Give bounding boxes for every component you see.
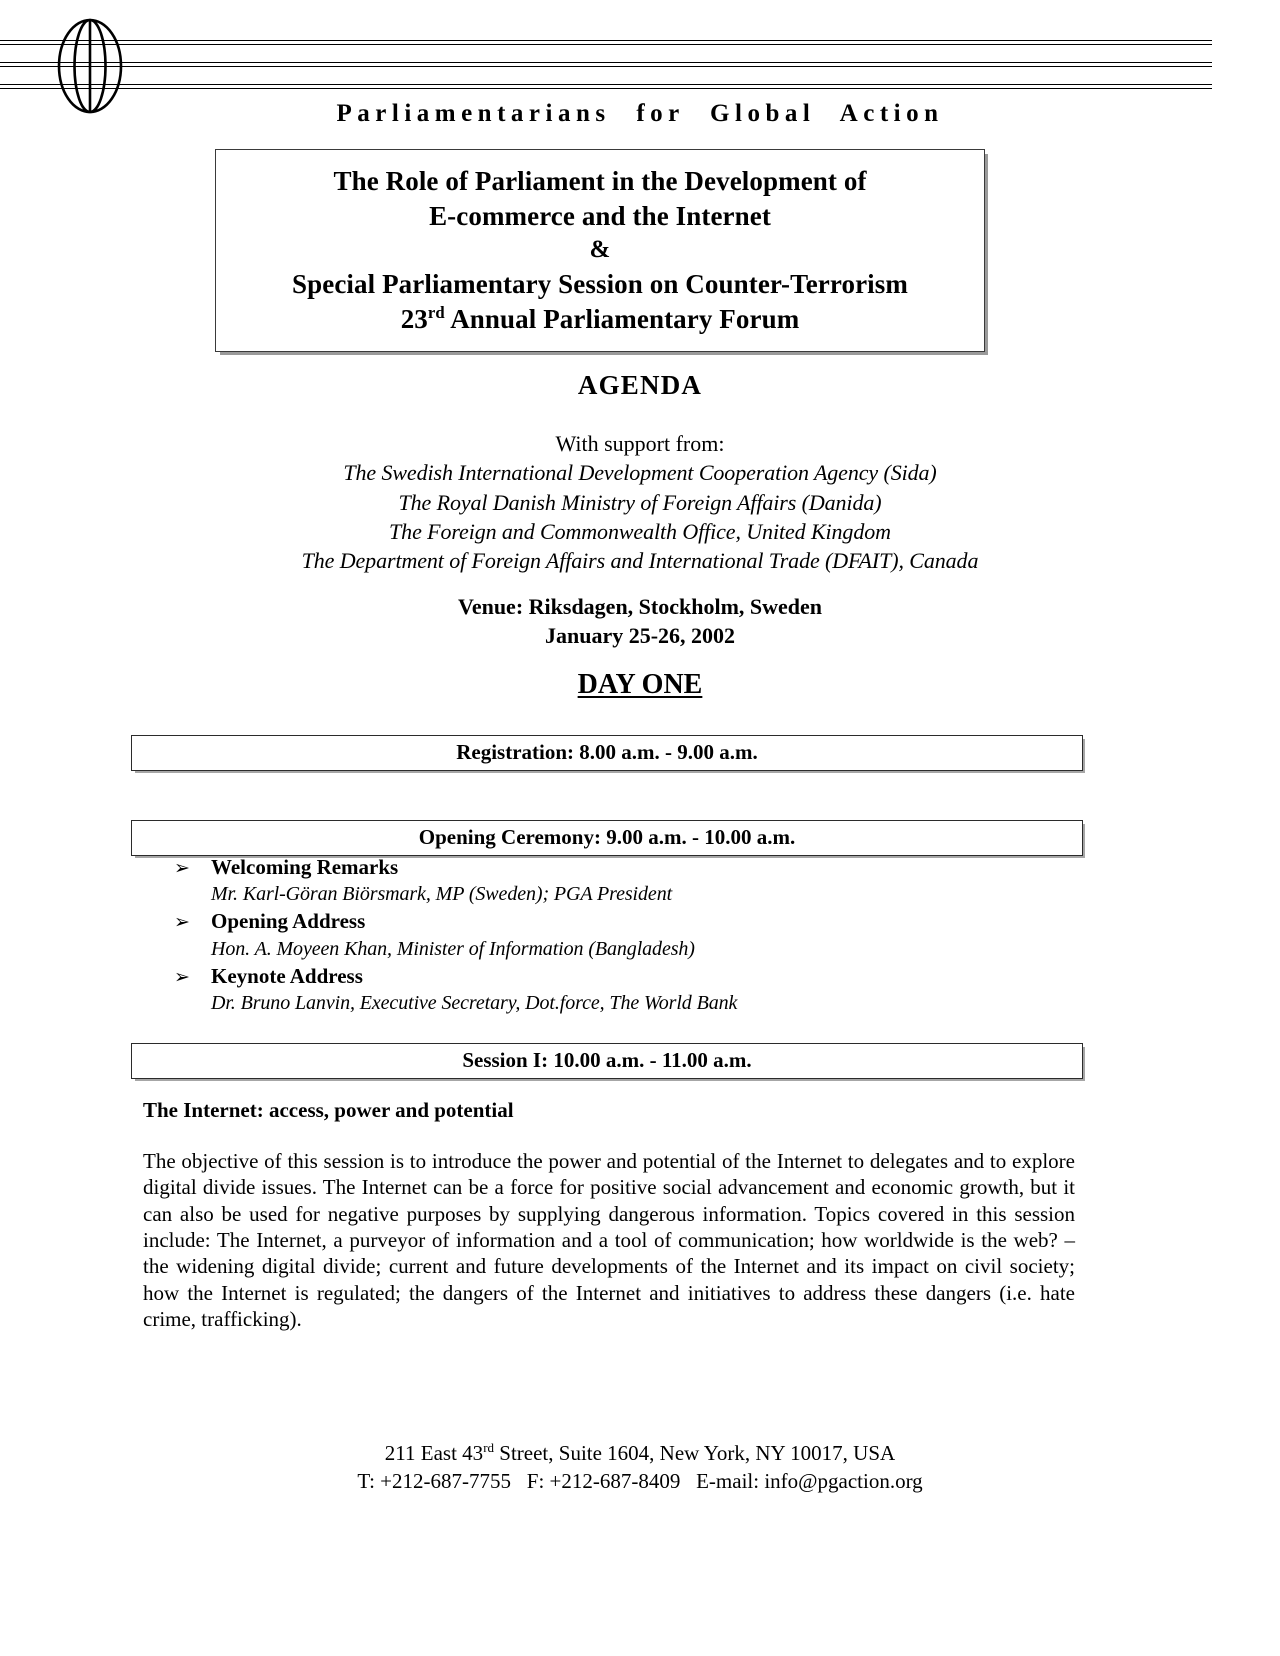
session-one-title: The Internet: access, power and potential xyxy=(143,1098,514,1122)
forum-ordinal-suffix: rd xyxy=(427,302,445,322)
footer-gap xyxy=(511,1469,527,1493)
support-block xyxy=(0,429,1280,575)
title-line-1: The Role of Parliament in the Development of xyxy=(333,166,867,196)
day-heading xyxy=(0,669,1280,701)
venue-block xyxy=(0,592,1280,651)
program-item-heading xyxy=(174,854,1074,881)
title-line-5 xyxy=(226,302,974,337)
title-line-4: Special Parliamentary Session on Counter-Terrorism xyxy=(292,268,908,299)
agenda-heading: AGENDA xyxy=(577,370,703,400)
list-item xyxy=(174,963,1074,1016)
title-line-2: E-commerce and the Internet xyxy=(429,201,771,232)
program-item-speaker: Mr. Karl-Göran Biörsmark, MP (Sweden); PGA President xyxy=(211,883,673,906)
header-rule-top xyxy=(0,40,1212,45)
venue-location: Venue: Riksdagen, Stockholm, Sweden xyxy=(457,594,823,619)
program-item-heading xyxy=(174,908,1074,935)
footer-gap xyxy=(680,1469,696,1493)
forum-number: 23 xyxy=(400,303,428,334)
program-item-speaker: Dr. Bruno Lanvin, Executive Secretary, Dot.force, The World Bank xyxy=(211,991,738,1014)
footer-address-ordinal: rd xyxy=(483,1440,495,1455)
opening-ceremony-bar-label: Opening Ceremony: 9.00 a.m. - 10.00 a.m. xyxy=(418,825,796,849)
supporter-item: The Foreign and Commonwealth Office, United Kingdom xyxy=(389,518,891,544)
supporter-item: The Royal Danish Ministry of Foreign Affairs (Danida) xyxy=(398,489,882,515)
opening-ceremony-bar xyxy=(131,820,1083,856)
footer-address-post: Street, Suite 1604, New York, NY 10017, USA xyxy=(494,1441,896,1465)
session-one-description: The objective of this session is to introduce the power and potential of the Internet to delegates and to explore digital divide issues. The Internet can be a force for positive social advancement and economic growth, but it can also be used for negative purposes by supplying dangerous information. Topics covered in this session include: The Internet, a purveyor of information and a tool of communication; how worldwide is the web? – the widening digital divide; current and future developments of the Internet and its impact on civil society; how the Internet is regulated; the dangers of the Internet and initiatives to address these dangers (i.e. hate crime, trafficking). xyxy=(143,1149,1075,1332)
supporter-item: The Department of Foreign Affairs and International Trade (DFAIT), Canada xyxy=(301,548,979,573)
program-item-title: Opening Address xyxy=(211,909,366,934)
arrow-bullet-icon: ➢ xyxy=(174,966,190,988)
title-ampersand: & xyxy=(589,236,611,264)
program-item-heading xyxy=(174,963,1074,990)
header-rule-middle xyxy=(0,62,1212,67)
organization-name: Parliamentarians for Global Action xyxy=(336,100,944,127)
program-item-title: Welcoming Remarks xyxy=(211,855,399,879)
footer-address xyxy=(0,1440,1280,1468)
forum-label: Annual Parliamentary Forum xyxy=(444,303,800,334)
footer-fax: F: +212-687-8409 xyxy=(526,1468,681,1493)
footer-contact xyxy=(0,1468,1280,1496)
footer-address-pre: 211 East 43 xyxy=(384,1441,484,1465)
program-item-speaker: Hon. A. Moyeen Khan, Minister of Information (Bangladesh) xyxy=(211,937,695,960)
title-box xyxy=(215,149,985,352)
letterhead xyxy=(0,0,1280,140)
supporter-item: The Swedish International Development Cooperation Agency (Sida) xyxy=(343,460,937,486)
support-intro: With support from: xyxy=(555,431,725,456)
opening-ceremony-program xyxy=(174,854,1074,1017)
registration-bar-label: Registration: 8.00 a.m. - 9.00 a.m. xyxy=(456,740,758,764)
list-item xyxy=(174,854,1074,907)
session-one-bar-label: Session I: 10.00 a.m. - 11.00 a.m. xyxy=(462,1048,752,1072)
header-rule-bottom xyxy=(0,84,1212,89)
arrow-bullet-icon: ➢ xyxy=(174,912,190,934)
registration-bar xyxy=(131,735,1083,771)
list-item xyxy=(174,908,1074,961)
arrow-bullet-icon: ➢ xyxy=(174,858,190,879)
venue-dates: January 25-26, 2002 xyxy=(544,623,736,649)
footer-email: E-mail: info@pgaction.org xyxy=(696,1468,923,1493)
footer xyxy=(0,1440,1280,1495)
footer-phone: T: +212-687-7755 xyxy=(357,1468,512,1493)
program-item-title: Keynote Address xyxy=(211,963,363,988)
day-heading-text: DAY ONE xyxy=(577,669,703,700)
session-one-bar xyxy=(131,1043,1083,1079)
